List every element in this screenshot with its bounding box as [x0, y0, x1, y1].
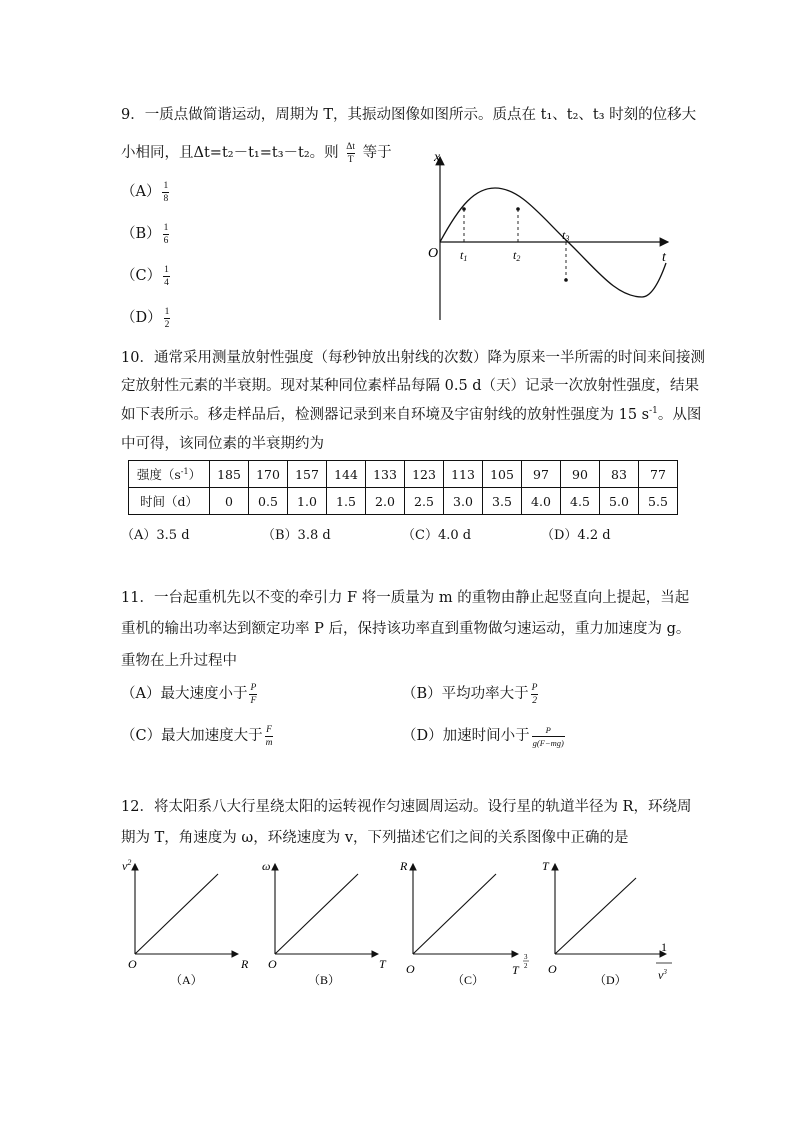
frac-num: 1: [163, 222, 169, 233]
table-cell: 157: [288, 461, 327, 488]
option-fraction: [162, 181, 169, 204]
x-frac-den: [658, 968, 667, 982]
table-cell: 97: [522, 461, 561, 488]
option-fraction: [163, 265, 170, 288]
q9-line2-post: 等于: [362, 145, 392, 161]
table-cell: 144: [327, 461, 366, 488]
frac-den: 4: [164, 277, 169, 288]
q10-line4: 中可得，该同位素的半衰期约为: [121, 436, 324, 452]
origin-label: O: [406, 962, 415, 976]
frac-num: P: [531, 682, 538, 693]
q10-line2: 定放射性元素的半衰期。现对某种同位素样品每隔 0.5 d（天）记录一次放射性强度，结果: [121, 378, 700, 394]
graph-caption: （C）: [452, 973, 485, 987]
table-cell: 3.5: [483, 488, 522, 515]
q9-ratio: [345, 142, 356, 165]
frac-den: 2: [532, 695, 537, 706]
relation-line: [555, 878, 636, 954]
graph-origin: O: [428, 246, 439, 261]
t2-base: t: [513, 248, 517, 262]
q9-vibration-graph: [420, 145, 680, 325]
q10-line3-post: 。从图: [657, 407, 702, 423]
frac-num: 1: [164, 264, 169, 275]
q11-line2: 重机的输出功率达到额定功率 P 后，保持该功率直到重物做匀速运动，重力加速度为 g。: [121, 621, 691, 637]
q11-option-c[interactable]: [121, 724, 275, 748]
frac-num: P: [545, 724, 551, 735]
frac-den: 8: [163, 193, 169, 204]
q11-line1: 11．一台起重机先以不变的牵引力 F 将一质量为 m 的重物由静止起竖直向上提起，当起: [121, 590, 690, 606]
y-label: ω: [262, 859, 271, 873]
option-fraction: [531, 683, 539, 706]
option-fraction: [249, 683, 257, 706]
point-t2: [516, 207, 520, 211]
t1-base: t: [460, 248, 464, 262]
option-text: （C）最大加速度大于: [121, 728, 263, 744]
frac-num: F: [266, 724, 272, 735]
t2-sub: 2: [516, 254, 521, 263]
q9-option-b[interactable]: [121, 222, 171, 246]
t1-sub: 1: [463, 254, 468, 263]
graph-caption: （A）: [170, 973, 203, 987]
label-t2: [513, 248, 520, 263]
header-sup: -1: [180, 466, 189, 476]
q11-line3: 重物在上升过程中: [121, 653, 237, 669]
q10-option-d[interactable]: （D）4.2 d: [541, 528, 611, 543]
q10-option-b[interactable]: （B）3.8 d: [262, 528, 331, 543]
origin-label: O: [548, 962, 557, 976]
q9-option-a[interactable]: [121, 180, 171, 204]
table-cell: 4.5: [561, 488, 600, 515]
graph-caption: （D）: [594, 973, 627, 987]
table-cell: 2.5: [405, 488, 444, 515]
x-label: T: [512, 963, 519, 977]
label-t3: [562, 228, 569, 243]
frac-den: 2: [164, 319, 170, 330]
frac-num: 1: [163, 180, 169, 191]
q9-line2-pre: 小相同，且Δt=t₂－t₁=t₃－t₂。则: [121, 145, 339, 161]
origin-label: O: [128, 957, 137, 971]
q9-option-d[interactable]: [121, 306, 172, 330]
option-fraction: [532, 725, 565, 748]
q11-option-a[interactable]: [121, 682, 259, 706]
y-base: v: [122, 859, 128, 873]
frac-den: m: [265, 737, 273, 748]
x-label: R: [241, 957, 249, 971]
table-cell: 5.5: [639, 488, 678, 515]
table-cell: 5.0: [600, 488, 639, 515]
table-cell: 105: [483, 461, 522, 488]
option-label: （C）: [121, 268, 162, 284]
q10-line3-text: 如下表所示。移走样品后，检测器记录到来自环境及宇宙射线的放射性强度为 15 s: [121, 407, 650, 423]
q9-line2: [121, 141, 392, 165]
x-label: T: [379, 957, 386, 971]
relation-line: [275, 874, 358, 954]
table-row-intensity: [129, 461, 678, 488]
q10-line1: 10．通常采用测量放射性强度（每秒钟放出射线的次数）降为原来一半所需的时间来间接测: [121, 350, 705, 366]
x-den-base: v: [658, 968, 664, 982]
option-fraction: [163, 223, 170, 246]
table-cell: 0: [210, 488, 249, 515]
t3-sub: 3: [565, 234, 570, 243]
q9-ratio-num: Δt: [346, 141, 356, 152]
label-t1: [460, 248, 467, 263]
q11-option-d[interactable]: [402, 724, 567, 748]
y-sup: 2: [127, 858, 132, 867]
q11-option-b[interactable]: [402, 682, 540, 706]
frac-num: P: [250, 682, 257, 693]
table-cell: 170: [249, 461, 288, 488]
graph-t-label: t: [662, 250, 666, 265]
table-cell: 0.5: [249, 488, 288, 515]
table-cell: 113: [444, 461, 483, 488]
q12-line1: 12．将太阳系八大行星绕太阳的运转视作匀速圆周运动。设行星的轨道半径为 R，环绕周: [121, 799, 692, 815]
option-text: （D）加速时间小于: [402, 728, 530, 744]
x-exp-num: 3: [524, 953, 528, 961]
point-t3: [564, 278, 568, 282]
y-label: T: [542, 859, 549, 873]
table-cell: 77: [639, 461, 678, 488]
q9-line1: 9．一质点做简谐运动，周期为 T，其振动图像如图所示。质点在 t₁、t₂、t₃ 时刻的位移大: [121, 107, 697, 123]
header-text: 强度（s: [136, 467, 181, 482]
q10-option-a[interactable]: （A）3.5 d: [121, 528, 190, 543]
option-label: （A）: [121, 184, 161, 200]
option-fraction: [265, 725, 274, 748]
frac-den: F: [250, 695, 257, 706]
x-exp-den: 2: [524, 962, 528, 970]
x-den-sup: 3: [663, 968, 667, 976]
option-text: （A）最大速度小于: [121, 686, 248, 702]
q12-graph-d[interactable]: [538, 856, 688, 996]
q10-option-c[interactable]: （C）4.0 d: [402, 528, 472, 543]
origin-label: O: [268, 957, 277, 971]
relation-line: [413, 874, 496, 954]
table-cell: 4.0: [522, 488, 561, 515]
table-row-time: [129, 488, 678, 515]
option-text: （B）平均功率大于: [402, 686, 529, 702]
option-fraction: [164, 307, 171, 330]
table-cell: 90: [561, 461, 600, 488]
table-cell: 1.0: [288, 488, 327, 515]
q10-unit-sup: -1: [649, 406, 658, 417]
q12-graph-b[interactable]: [258, 856, 398, 991]
graph-caption: （B）: [308, 973, 341, 987]
q12-line2: 期为 T，角速度为 ω，环绕速度为 v，下列描述它们之间的关系图像中正确的是: [121, 830, 629, 846]
table-header-intensity: [129, 461, 210, 488]
table-cell: 123: [405, 461, 444, 488]
point-t1: [462, 207, 466, 211]
option-label: （D）: [121, 310, 162, 326]
q12-graph-c[interactable]: [396, 856, 546, 996]
q10-line3: [121, 403, 701, 424]
table-header-time: 时间（d）: [129, 488, 210, 515]
frac-den: 6: [163, 235, 169, 246]
q9-ratio-den: T: [347, 154, 354, 165]
table-cell: 133: [366, 461, 405, 488]
y-label: R: [400, 859, 408, 873]
relation-line: [135, 874, 218, 954]
y-label: [122, 858, 131, 873]
q12-graph-a[interactable]: [118, 856, 258, 991]
header-post: ）: [188, 467, 202, 482]
table-cell: 1.5: [327, 488, 366, 515]
q9-option-c[interactable]: [121, 264, 172, 288]
graph-y-label: x: [434, 150, 441, 165]
t3-base: t: [562, 228, 566, 242]
option-label: （B）: [121, 226, 161, 242]
frac-den: g(F−mg): [532, 737, 564, 748]
table-cell: 2.0: [366, 488, 405, 515]
x-frac-num: 1: [661, 940, 667, 954]
table-cell: 83: [600, 461, 639, 488]
frac-num: 1: [164, 306, 170, 317]
q10-decay-table: [128, 460, 678, 515]
table-cell: 185: [210, 461, 249, 488]
table-cell: 3.0: [444, 488, 483, 515]
